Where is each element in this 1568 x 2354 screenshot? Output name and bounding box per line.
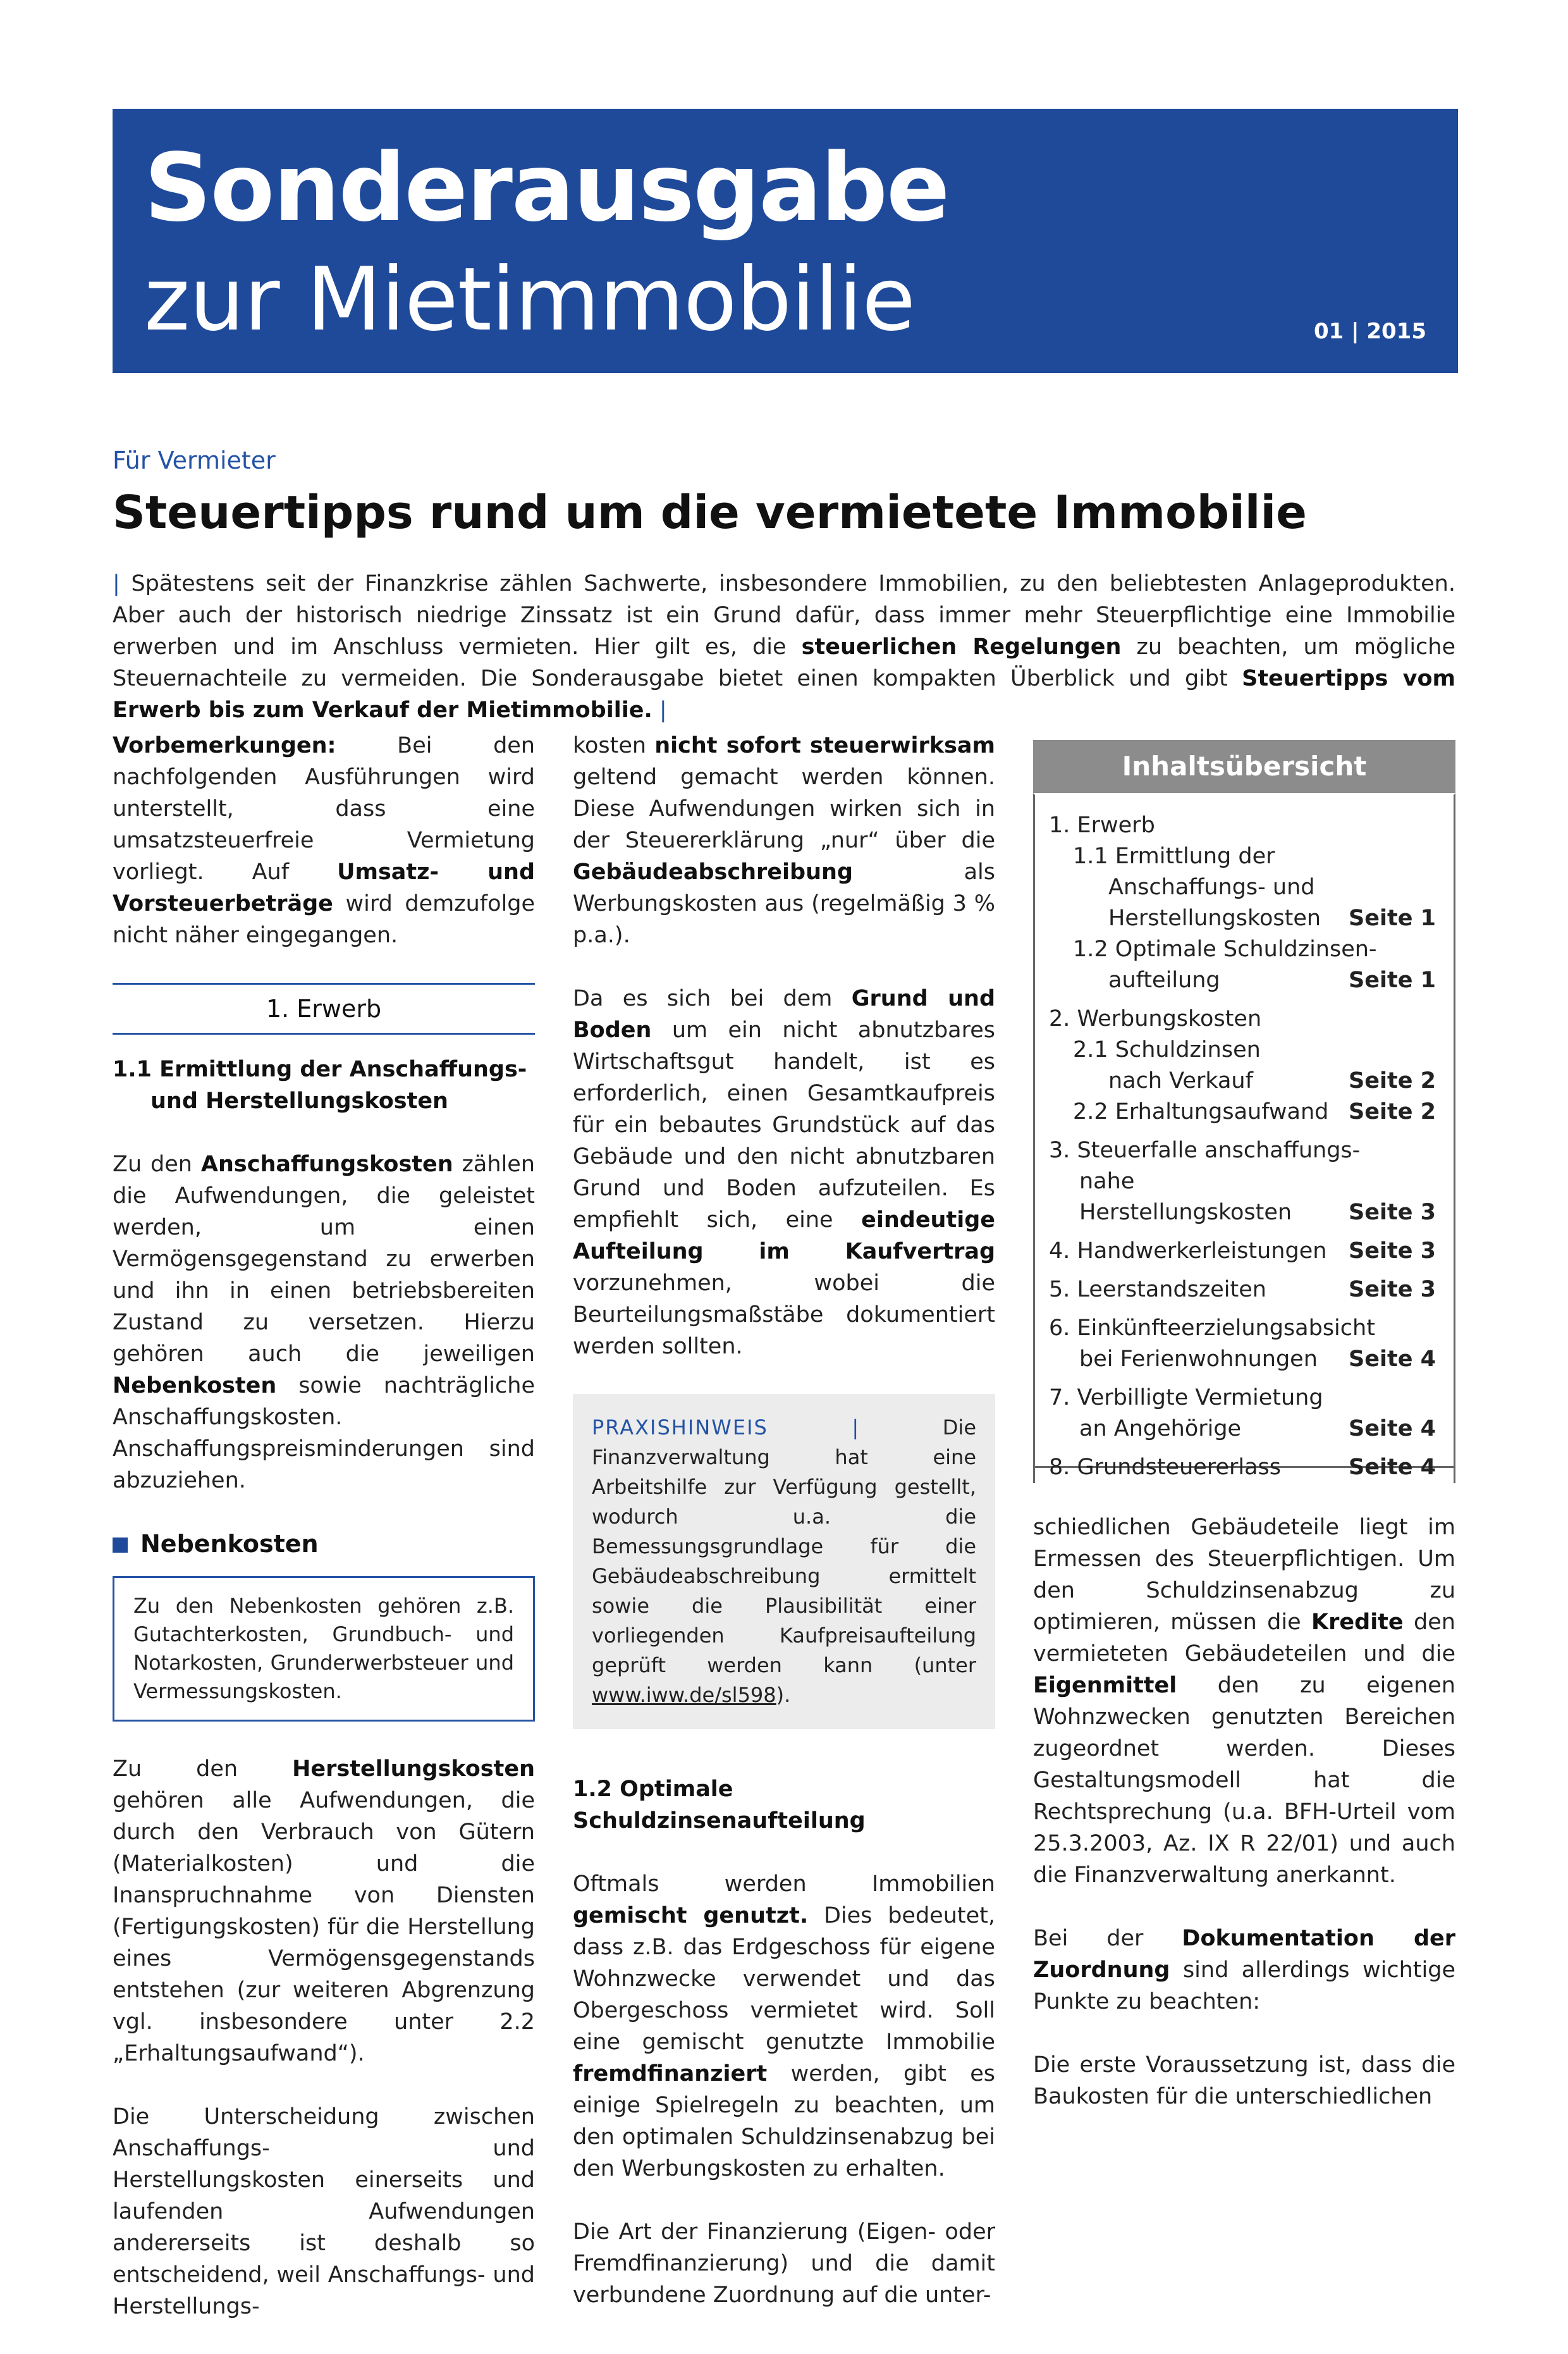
paragraph-unterscheidung: Die Unterscheidung zwischen Anschaffungs- und Herstellungskosten einerseits und laufenden Aufwendungen andererseits ist deshalb so entscheidend, weil Anschaffungs- und Herstellungs- <box>113 2104 535 2319</box>
toc-item[interactable]: 7. Verbilligte Vermietung <box>1049 1385 1323 1410</box>
paragraph-herstellungskosten: Zu den Herstellungskosten gehören alle Aufwendungen, die durch den Verbrauch von Gütern (Materialkosten) und die Inanspruchnahme von Diensten (Fertigungskosten) für die Herstellung eines Vermögensgegenstands entstehen (zur weiteren Abgrenzung vgl. insbesondere unter 2.2 „Erhaltungsaufwand“). <box>113 1756 535 2066</box>
toc-item[interactable]: an Angehörige Seite 4 <box>1079 1416 1436 1441</box>
paragraph-gebaeudeteile: schiedlichen Gebäudeteile liegt im Ermessen des Steuerpflichtigen. Um den Schuldzinsenabzug zu optimieren, müssen die Kredite den vermieteten Gebäudeteilen und die Eigenmittel den zu eigenen Wohnzwecken genutzten Bereichen zugeordnet werden. Dieses Gestaltungsmodell hat die Rechtsprechung (u.a. BFH-Urteil vom 25.3.2003, Az. IX R 22/01) und auch die Finanzverwaltung anerkannt. <box>1033 1515 1455 1888</box>
article-lead: | Spätestens seit der Finanzkrise zählen Sachwerte, insbesondere Immobilien, zu den beliebtesten Anlageprodukten. Aber auch der historisch niedrige Zinssatz ist ein Grund dafür, dass immer mehr Steuerpflichtige eine Immobilie erwerben und im Anschluss vermieten. Hier gilt es, die steuerlichen Regelungen zu beachten, um mögliche Steuernachteile zu vermeiden. Die Sonderausgabe bietet einen kompakten Überblick und gibt Steuertipps vom Erwerb bis zum Verkauf der Mietimmobilie. | <box>113 571 1455 723</box>
praxishinweis-label: PRAXISHINWEIS | <box>592 1415 861 1439</box>
issue-number: 01 | 2015 <box>1313 319 1426 344</box>
toc-item[interactable]: Anschaffungs- und <box>1108 875 1315 900</box>
subheading-1-2: 1.2 Optimale Schuldzinsenaufteilung <box>573 1777 866 1833</box>
toc-item[interactable]: 8. Grundsteuererlass Seite 4 <box>1049 1455 1436 1480</box>
nebenkosten-heading: Nebenkosten <box>113 1528 535 1560</box>
column-3 <box>1033 1512 1455 2144</box>
toc-title: Inhaltsübersicht <box>1033 740 1455 793</box>
toc-item[interactable]: 1.1 Ermittlung der <box>1073 844 1275 869</box>
paragraph-voraussetzung: Die erste Voraussetzung ist, dass die Baukosten für die unterschiedlichen <box>1033 2052 1455 2109</box>
banner-title: Sonderausgabe <box>144 133 949 242</box>
paragraph-finanzierung: Die Art der Finanzierung (Eigen- oder Fremdfinanzierung) und die damit verbundene Zuordnung auf die unter- <box>573 2219 995 2308</box>
toc-item[interactable]: bei Ferienwohnungen Seite 4 <box>1079 1346 1436 1372</box>
lead-bar-right: | <box>659 698 667 723</box>
toc-item[interactable]: 3. Steuerfalle anschaffungs- <box>1049 1138 1361 1163</box>
preliminary-remarks: Vorbemerkungen: Bei den nachfolgenden Ausführungen wird unterstellt, dass eine umsatzsteuerfreie Vermietung vorliegt. Auf Umsatz- und Vorsteuerbeträge wird demzufolge nicht näher eingegangen. <box>113 733 536 948</box>
column-1 <box>113 730 535 2354</box>
article-kicker: Für Vermieter <box>113 447 276 474</box>
paragraph-gemischt-genutzt: Oftmals werden Immobilien gemischt genutzt. Dies bedeutet, dass z.B. das Erdgeschoss für eigene Wohnzwecke verwendet und das Obergeschoss vermietet wird. Soll eine gemischt genutzte Immobilie fremdfinanziert werden, gibt es einige Spielregeln zu beachten, um den optimalen Schuldzinsenabzug bei den Werbungskosten zu erhalten. <box>573 1871 995 2181</box>
toc-list <box>1033 793 1455 1483</box>
article-headline: Steuertipps rund um die vermietete Immobilie <box>113 486 1307 539</box>
paragraph-dokumentation: Bei der Dokumentation der Zuordnung sind allerdings wichtige Punkte zu beachten: <box>1033 1926 1455 2014</box>
toc-item[interactable]: 1. Erwerb <box>1049 813 1155 838</box>
toc-item[interactable]: 4. Handwerkerleistungen Seite 3 <box>1049 1238 1436 1264</box>
paragraph-grund-und-boden: Da es sich bei dem Grund und Boden um ein nicht abnutzbares Wirtschaftsgut handelt, ist es erforderlich, einen Gesamtkaufpreis für ein bebautes Grundstück auf das Gebäude und den nicht abnutzbaren Grund und Boden aufzuteilen. Es empfiehlt sich, eine eindeutige Aufteilung im Kaufvertrag vorzunehmen, wobei die Beurteilungsmaßstäbe dokumentiert werden sollten. <box>573 986 996 1359</box>
toc-item[interactable]: nahe Herstellungskosten Seite 3 <box>1079 1169 1436 1225</box>
toc-item[interactable]: 1.2 Optimale Schuldzinsen- <box>1073 937 1377 962</box>
toc-item[interactable]: 2.2 Erhaltungsaufwand Seite 2 <box>1073 1099 1436 1125</box>
paragraph-anschaffungskosten: Zu den Anschaffungskosten zählen die Aufwendungen, die geleistet werden, um einen Vermögensgegenstand zu erwerben und ihn in einen betriebsbereiten Zustand zu versetzen. Hierzu gehören auch die jeweiligen Nebenkosten sowie nachträgliche Anschaffungskosten. Anschaffungspreisminderungen sind abzuziehen. <box>113 1152 535 1493</box>
banner-subtitle: zur Mietimmobilie <box>144 249 916 350</box>
paragraph-steuerwirksam: kosten nicht sofort steuerwirksam geltend gemacht werden können. Diese Aufwendungen wirken sich in der Steuererklärung „nur“ über die Gebäudeabschreibung als Werbungskosten aus (regelmäßig 3 % p.a.). <box>573 733 996 948</box>
table-of-contents <box>1033 740 1455 1480</box>
section-heading-erwerb: 1. Erwerb <box>113 983 535 1035</box>
toc-item[interactable]: 6. Einkünfteerzielungsabsicht <box>1049 1316 1375 1341</box>
square-bullet-icon <box>113 1537 128 1553</box>
header-banner <box>113 109 1458 373</box>
toc-item[interactable]: 2.1 Schuldzinsen <box>1073 1037 1261 1063</box>
column-2 <box>573 730 995 2343</box>
lead-bar-left: | <box>113 571 120 596</box>
praxishinweis-box: PRAXISHINWEIS | Die Finanzverwaltung hat eine Arbeitshilfe zur Verfügung gestellt, wodurch u.a. die Bemessungsgrundlage für die Gebäudeabschreibung ermittelt sowie die Plausibilität einer vorliegenden Kaufpreisaufteilung geprüft werden kann (unter www.iww.de/sl598). <box>573 1394 995 1729</box>
toc-item[interactable]: nach Verkauf Seite 2 <box>1108 1068 1436 1094</box>
toc-item[interactable]: aufteilung Seite 1 <box>1108 968 1436 993</box>
subheading-1-1: 1.1 Ermittlung der Anschaffungs- und Herstellungskosten <box>113 1057 527 1114</box>
nebenkosten-box: Zu den Nebenkosten gehören z.B. Gutachterkosten, Grundbuch- und Notarkosten, Grunderwerbsteuer und Vermessungskosten. <box>113 1576 535 1722</box>
iww-link[interactable]: www.iww.de/sl598 <box>592 1683 776 1707</box>
toc-item[interactable]: 5. Leerstandszeiten Seite 3 <box>1049 1277 1436 1302</box>
toc-item[interactable]: 2. Werbungskosten <box>1049 1006 1262 1032</box>
toc-item[interactable]: Herstellungskosten Seite 1 <box>1108 906 1436 931</box>
